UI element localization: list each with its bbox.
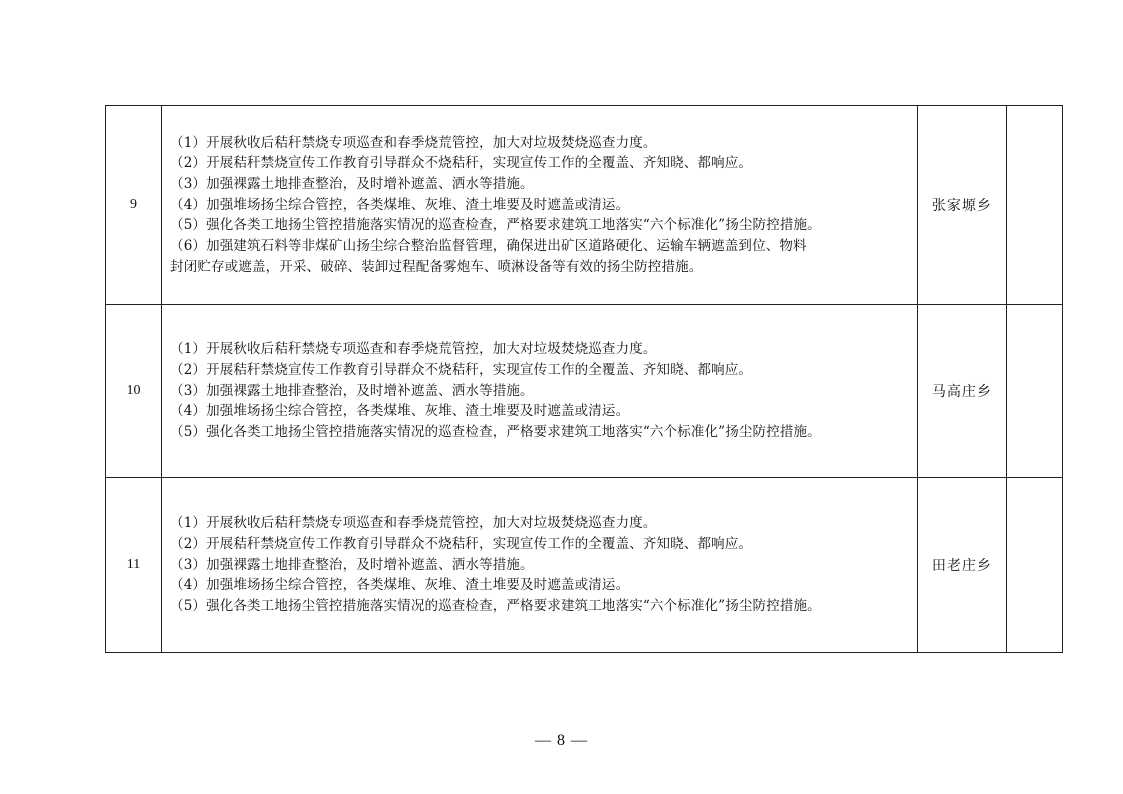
page-number: — 8 — <box>535 732 588 749</box>
responsible-town: 马高庄乡 <box>917 305 1006 478</box>
remark-cell <box>1006 106 1062 305</box>
measure-item: （5）强化各类工地扬尘管控措施落实情况的巡查检查，严格要求建筑工地落实“六个标准化”扬尘防控措施。 <box>170 217 821 234</box>
measures-table <box>105 105 1063 653</box>
measures-cell <box>162 478 918 653</box>
row-number: 11 <box>106 478 162 653</box>
measures-cell <box>162 305 918 478</box>
table-row <box>106 478 1063 653</box>
measure-item: （5）强化各类工地扬尘管控措施落实情况的巡查检查，严格要求建筑工地落实“六个标准化”扬尘防控措施。 <box>170 424 821 441</box>
measure-item: 封闭贮存或遮盖，开采、破碎、装卸过程配备雾炮车、喷淋设备等有效的扬尘防控措施。 <box>170 258 703 275</box>
remark-cell <box>1006 478 1062 653</box>
row-number: 9 <box>106 106 162 305</box>
row-number: 10 <box>106 305 162 478</box>
measure-item: （6）加强建筑石料等非煤矿山扬尘综合整治监督管理，确保进出矿区道路硬化、运输车辆遮盖到位、物料 <box>170 238 807 255</box>
measure-item: （3）加强裸露土地排查整治，及时增补遮盖、洒水等措施。 <box>170 175 534 192</box>
measure-item: （4）加强堆场扬尘综合管控，各类煤堆、灰堆、渣土堆要及时遮盖或清运。 <box>170 196 630 213</box>
responsible-town: 张家塬乡 <box>917 106 1006 305</box>
measure-item: （2）开展秸秆禁烧宣传工作教育引导群众不烧秸秆，实现宣传工作的全覆盖、齐知晓、都响应。 <box>170 535 753 552</box>
table-row <box>106 106 1063 305</box>
measure-item: （3）加强裸露土地排查整治，及时增补遮盖、洒水等措施。 <box>170 382 534 399</box>
measure-item: （1）开展秋收后秸秆禁烧专项巡查和春季烧荒管控，加大对垃圾焚烧巡查力度。 <box>170 515 657 532</box>
measures-cell <box>162 106 918 305</box>
measure-item: （3）加强裸露土地排查整治，及时增补遮盖、洒水等措施。 <box>170 556 534 573</box>
table-row <box>106 305 1063 478</box>
measure-item: （4）加强堆场扬尘综合管控，各类煤堆、灰堆、渣土堆要及时遮盖或清运。 <box>170 403 630 420</box>
measure-item: （5）强化各类工地扬尘管控措施落实情况的巡查检查，严格要求建筑工地落实“六个标准化”扬尘防控措施。 <box>170 598 821 615</box>
remark-cell <box>1006 305 1062 478</box>
measure-item: （4）加强堆场扬尘综合管控，各类煤堆、灰堆、渣土堆要及时遮盖或清运。 <box>170 577 630 594</box>
measure-item: （1）开展秋收后秸秆禁烧专项巡查和春季烧荒管控，加大对垃圾焚烧巡查力度。 <box>170 341 657 358</box>
measure-item: （1）开展秋收后秸秆禁烧专项巡查和春季烧荒管控，加大对垃圾焚烧巡查力度。 <box>170 134 657 151</box>
measure-item: （2）开展秸秆禁烧宣传工作教育引导群众不烧秸秆，实现宣传工作的全覆盖、齐知晓、都响应。 <box>170 155 753 172</box>
measure-item: （2）开展秸秆禁烧宣传工作教育引导群众不烧秸秆，实现宣传工作的全覆盖、齐知晓、都响应。 <box>170 361 753 378</box>
responsible-town: 田老庄乡 <box>917 478 1006 653</box>
